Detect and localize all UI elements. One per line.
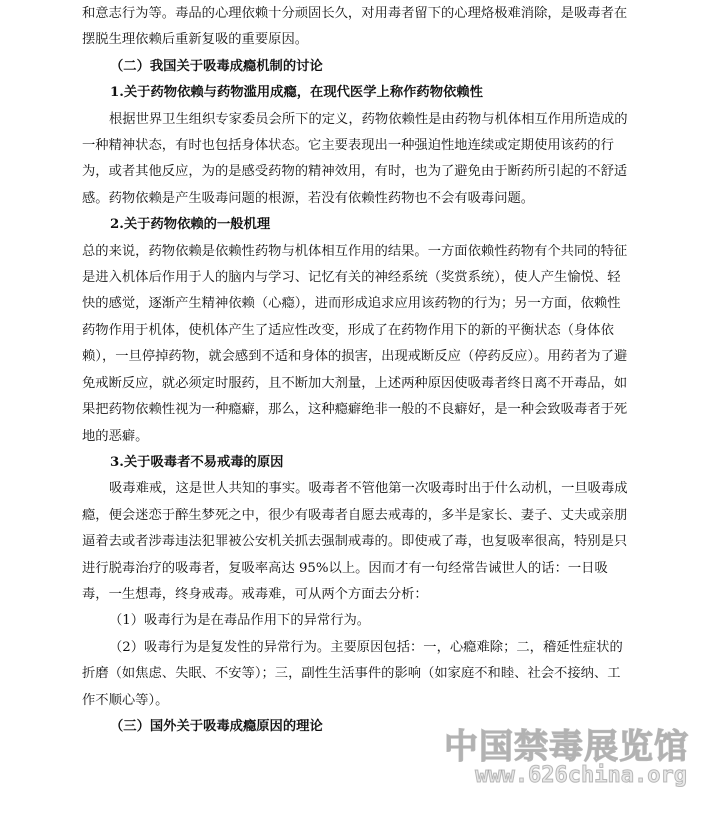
subheading-2: 2.关于药物依赖的一般机理 — [110, 217, 271, 233]
watermark-url: www.626china.org — [475, 763, 687, 788]
paragraph-2: 总的来说，药物依赖是依赖性药物与机体相互作用的结果。一方面依赖性药物有个共同的特征是进入机体后作用于人的脑内与学习、记忆有关的神经系统（奖赏系统），使人产生愉悦、轻快的感觉，逐渐产生精神依赖（心瘾），进而形成追求应用该药物的行为；另一方面，依赖性药物作用于机体，使机体产生了适应性改变，形成了在药物作用下的新的平衡状态（身体依赖），一旦停掉药物，就会感到不适和身体的损害，出现戒断反应（停药反应）。用药者为了避免戒断反应，就必须定时服药，且不断加大剂量，上述两种原因使吸毒者终日离不开毒品，如果把药物依赖性视为一种瘾癖，那么，这种瘾癖绝非一般的不良癖好，是一种会致吸毒者于死地的恶癖。 — [82, 243, 628, 444]
watermark-brand: 中国禁毒展览馆 — [444, 727, 689, 767]
paragraph-intro: 和意志行为等。毒品的心理依赖十分顽固长久，对用毒者留下的心理烙极难消除，是吸毒者在摆脱生理依赖后重新复吸的重要原因。 — [82, 6, 628, 48]
paragraph-3-item-2: （2）吸毒行为是复发性的异常行为。主要原因包括：一，心瘾难除；二，稽延性症状的折磨（如焦虑、失眠、不安等）；三，副性生活事件的影响（如家庭不和睦、社会不接纳、工作不顺心等）。 — [82, 639, 623, 708]
section-heading-3: （三）国外关于吸毒成瘾原因的理论 — [110, 718, 323, 734]
subheading-3: 3.关于吸毒者不易戒毒的原因 — [110, 454, 284, 470]
section-heading-2: （二）我国关于吸毒成瘾机制的讨论 — [110, 58, 323, 74]
document-body — [82, 1, 628, 740]
paragraph-3-item-1: （1）吸毒行为是在毒品作用下的异常行为。 — [109, 613, 371, 629]
subheading-1: 1.关于药物依赖与药物滥用成瘾，在现代医学上称作药物依赖性 — [110, 85, 483, 101]
paragraph-1: 根据世界卫生组织专家委员会所下的定义，药物依赖性是由药物与机体相互作用所造成的一种精神状态，有时也包括身体状态。它主要表现出一种强迫性地连续或定期使用该药的行为，或者其他反应，为的是感受药物的精神效用，有时，也为了避免由于断药所引起的不舒适感。药物依赖是产生吸毒问题的根源，若没有依赖性药物也不会有吸毒问题。 — [82, 111, 628, 206]
paragraph-3: 吸毒难戒，这是世人共知的事实。吸毒者不管他第一次吸毒时出于什么动机，一旦吸毒成瘾，便会迷恋于醉生梦死之中，很少有吸毒者自愿去戒毒的，多半是家长、妻子、丈夫或亲朋逼着去或者涉毒违法犯罪被公安机关抓去强制戒毒的。即使戒了毒，也复吸率很高，特别是只进行脱毒治疗的吸毒者，复吸率高达 95%以上。因而才有一句经常告诫世人的话：一日吸毒，一生想毒，终身戒毒。戒毒难，可从两个方面去分析： — [82, 481, 628, 602]
